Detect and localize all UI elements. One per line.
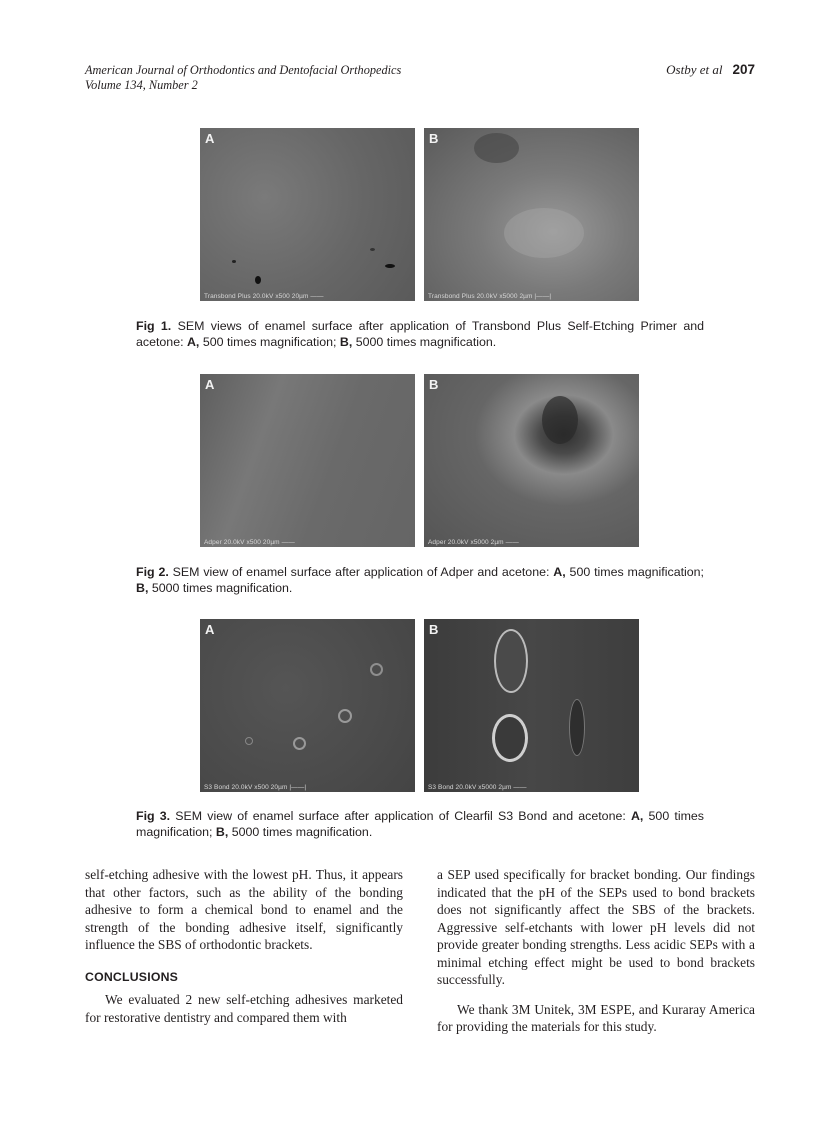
conclusions-paragraph: We evaluated 2 new self-etching adhesives marketed for restorative dentistry and compared them with xyxy=(85,992,403,1025)
running-header-left xyxy=(85,63,401,93)
sem-scale-bar: S3 Bond 20.0kV x500 20µm |——| xyxy=(204,784,307,791)
sem-scale-bar: S3 Bond 20.0kV x5000 2µm —— xyxy=(428,784,527,791)
figure-label: Fig 2. xyxy=(136,565,169,579)
journal-title: American Journal of Orthodontics and Dentofacial Orthopedics xyxy=(85,63,402,77)
journal-volume: Volume 134, Number 2 xyxy=(85,78,198,92)
panel-letter: A xyxy=(205,377,215,392)
figure-label: Fig 3. xyxy=(136,809,171,823)
sem-scale-bar: Transbond Plus 20.0kV x500 20µm —— xyxy=(204,293,324,300)
figure-2-panel-a-sem-image xyxy=(200,374,415,547)
page-number: 207 xyxy=(732,62,755,77)
figure-3-panel-b-sem-image xyxy=(424,619,639,792)
figure-3-panel-a-sem-image xyxy=(200,619,415,792)
left-column xyxy=(85,866,403,1026)
figure-1 xyxy=(200,128,639,301)
figure-3-caption: Fig 3. SEM view of enamel surface after application of Clearfil S3 Bond and acetone: A, 500 times magnification; B, 5000 times magnification. xyxy=(136,809,704,839)
discussion-paragraph: self-etching adhesive with the lowest pH. Thus, it appears that other factors, such as the ability of the bonding adhesive to form a chemical bond to enamel and the strength of the bonding adhesive itself, significantly influence the SBS of orthodontic brackets. xyxy=(85,867,403,952)
panel-letter: A xyxy=(205,622,215,637)
figure-1-caption: Fig 1. SEM views of enamel surface after application of Transbond Plus Self-Etching Primer and acetone: A, 500 times magnification; B, 5000 times magnification. xyxy=(136,319,704,349)
author-running-head: Ostby et al xyxy=(666,62,723,77)
figure-2 xyxy=(200,374,639,547)
figure-3 xyxy=(200,619,639,792)
running-header-right xyxy=(666,62,755,78)
panel-letter: B xyxy=(429,377,439,392)
figure-2-caption: Fig 2. SEM view of enamel surface after application of Adper and acetone: A, 500 times magnification; B, 5000 times magnification. xyxy=(136,565,705,595)
panel-letter: B xyxy=(429,622,439,637)
right-column xyxy=(437,866,755,1036)
sem-scale-bar: Adper 20.0kV x500 20µm —— xyxy=(204,539,295,546)
sem-scale-bar: Adper 20.0kV x5000 2µm —— xyxy=(428,539,519,546)
conclusions-heading: CONCLUSIONS xyxy=(85,969,179,984)
figure-2-panel-b-sem-image xyxy=(424,374,639,547)
panel-letter: B xyxy=(429,131,439,146)
acknowledgment-paragraph: We thank 3M Unitek, 3M ESPE, and Kuraray America for providing the materials for this study. xyxy=(437,1001,755,1034)
conclusions-continued-paragraph: a SEP used specifically for bracket bonding. Our findings indicated that the pH of the SEPs used to bond brackets does not significantly affect the SBS of the brackets. Aggressive self-etchants with lower pH levels did not provide greater bonding strengths. Less acidic SEPs with a minimal etching effect might be used to bond brackets successfully. xyxy=(437,867,755,987)
figure-label: Fig 1. xyxy=(136,319,172,333)
figure-1-panel-b-sem-image xyxy=(424,128,639,301)
sem-scale-bar: Transbond Plus 20.0kV x5000 2µm |——| xyxy=(428,293,552,300)
figure-1-panel-a-sem-image xyxy=(200,128,415,301)
panel-letter: A xyxy=(205,131,215,146)
